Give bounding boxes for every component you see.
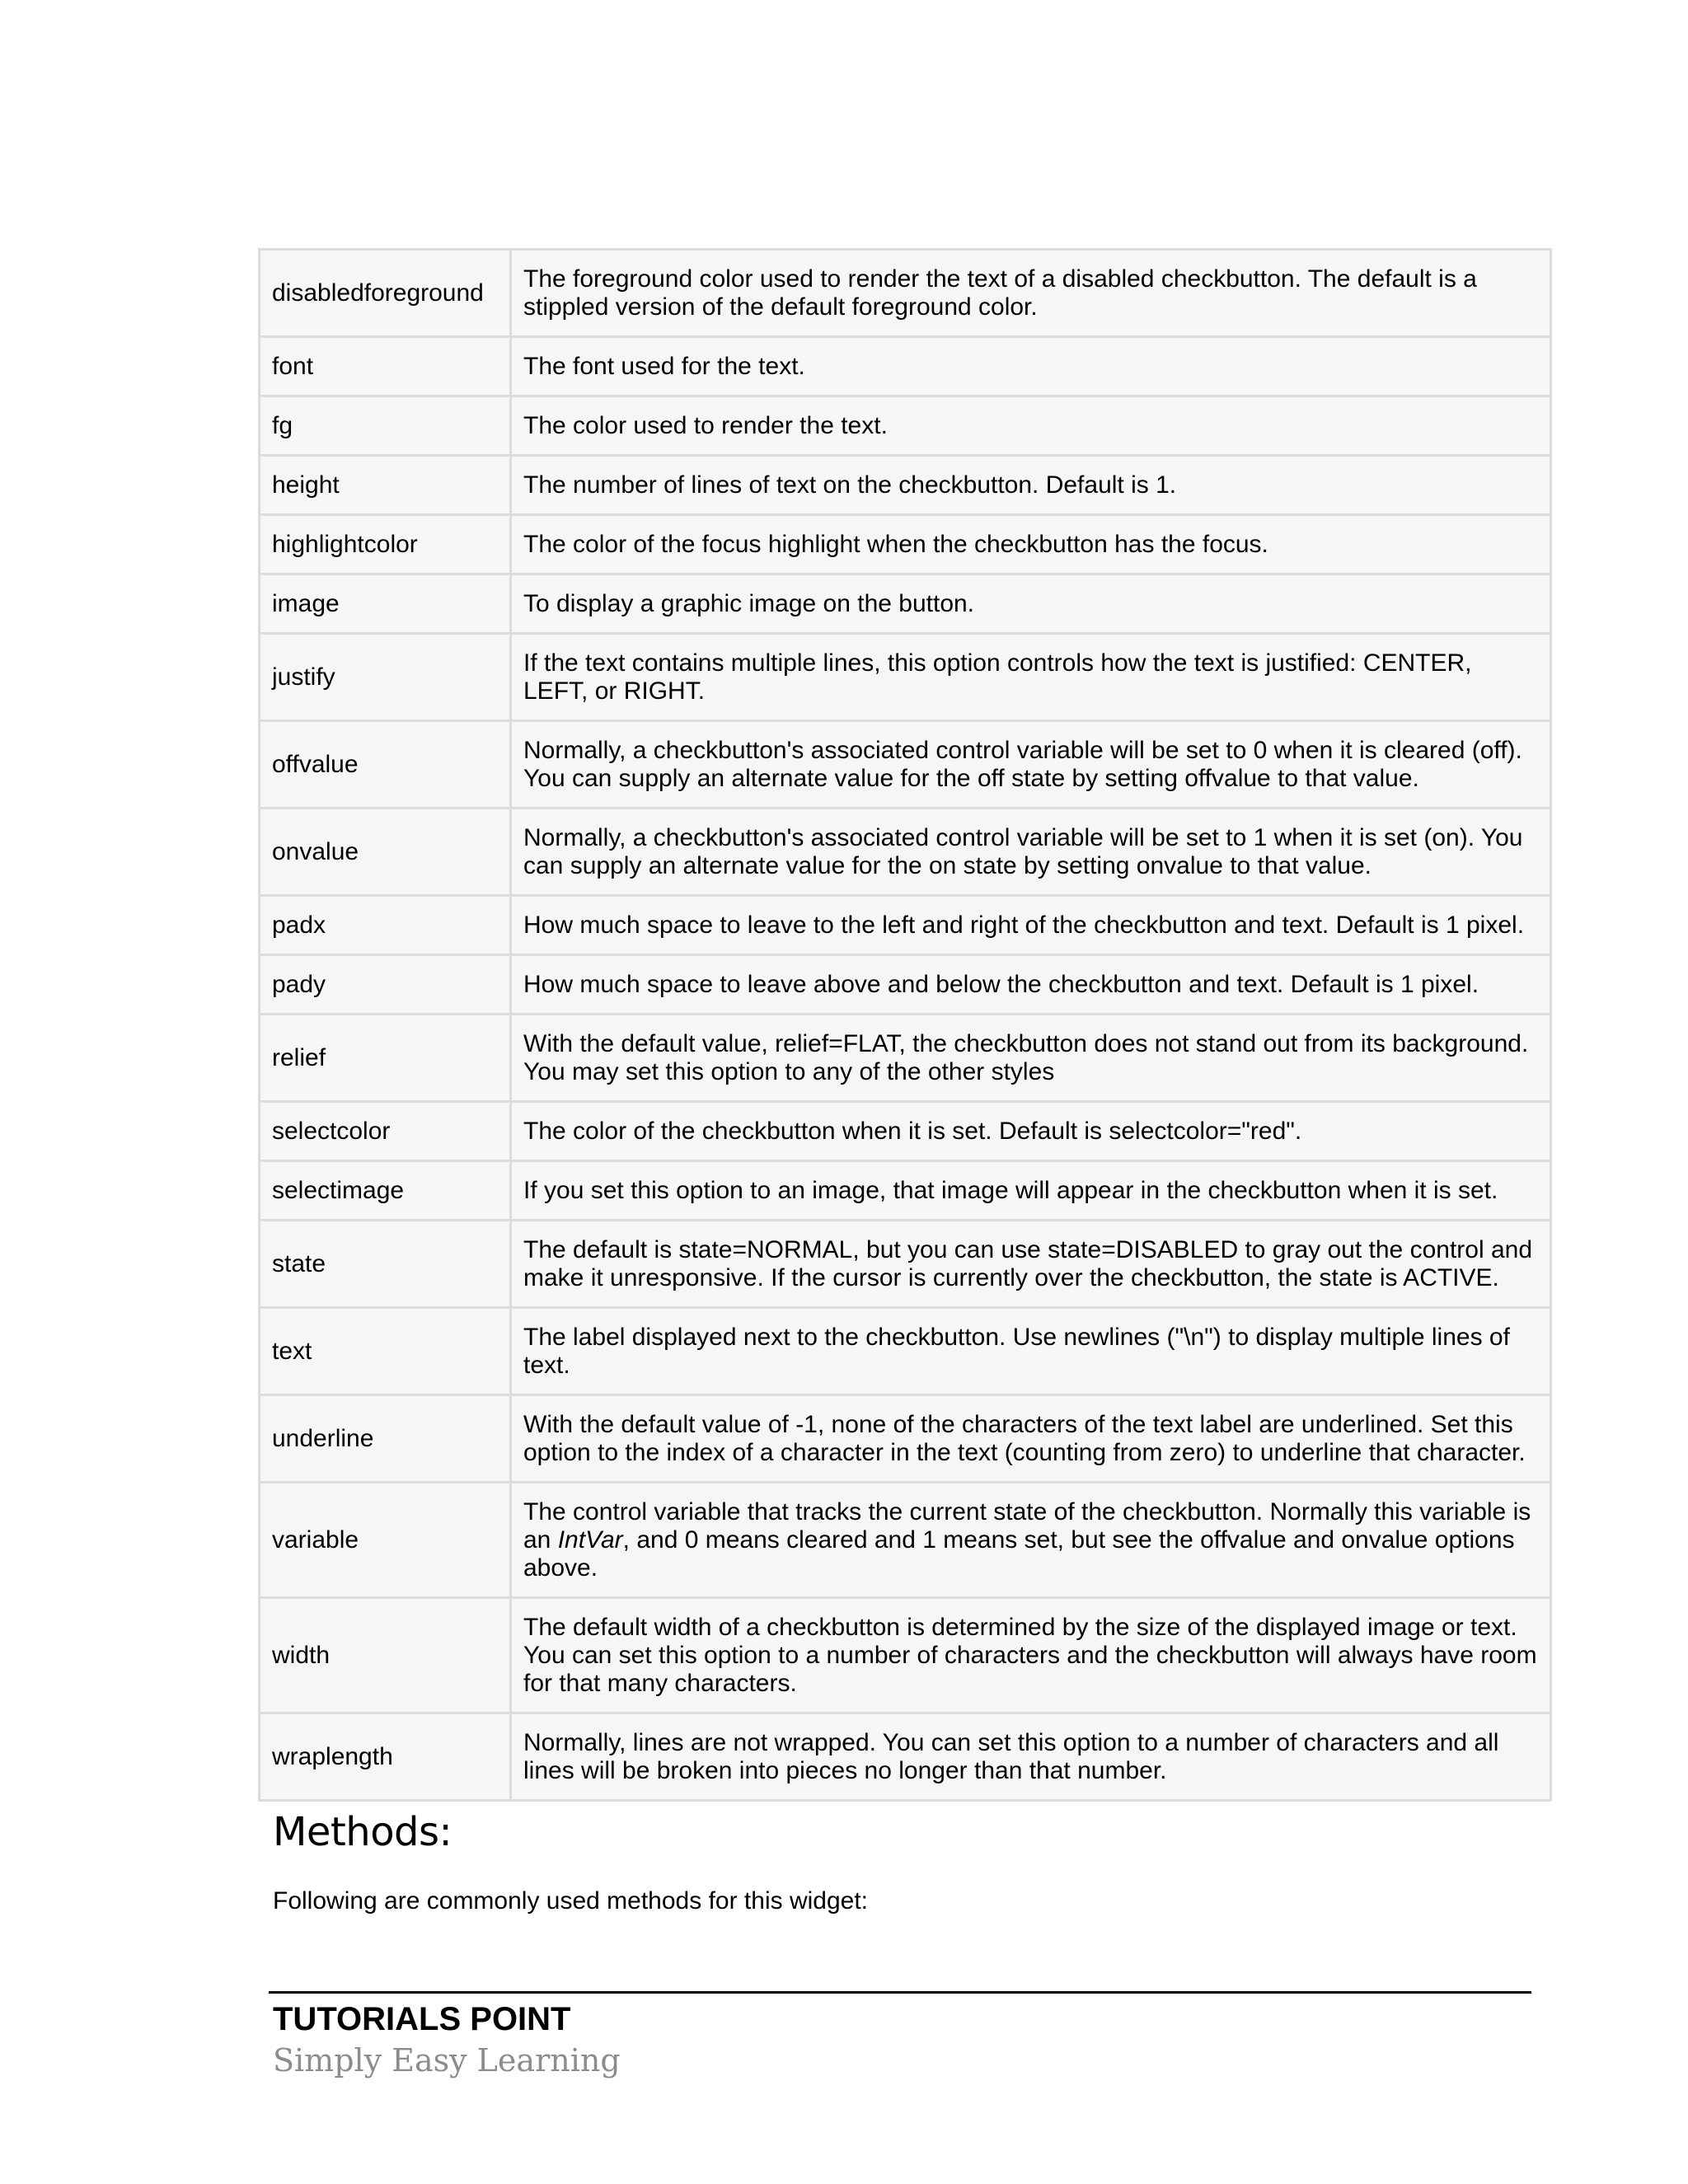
option-name: height bbox=[260, 456, 511, 515]
table-row bbox=[260, 1483, 1551, 1598]
option-name: highlightcolor bbox=[260, 515, 511, 574]
description-text: , and 0 means cleared and 1 means set, but see the offvalue and onvalue options above. bbox=[523, 1526, 1515, 1582]
option-name: fg bbox=[260, 396, 511, 456]
table-row bbox=[260, 1395, 1551, 1483]
option-name: font bbox=[260, 337, 511, 396]
option-description: The color used to render the text. bbox=[511, 396, 1551, 456]
option-description: The number of lines of text on the checkbutton. Default is 1. bbox=[511, 456, 1551, 515]
footer-divider bbox=[269, 1991, 1531, 1994]
option-name: text bbox=[260, 1308, 511, 1395]
option-name: image bbox=[260, 574, 511, 634]
option-description: The font used for the text. bbox=[511, 337, 1551, 396]
table-row bbox=[260, 634, 1551, 721]
table-row bbox=[260, 574, 1551, 634]
option-name: relief bbox=[260, 1015, 511, 1102]
footer-tagline: Simply Easy Learning bbox=[273, 2042, 621, 2079]
methods-heading: Methods: bbox=[273, 1809, 452, 1855]
table-row bbox=[260, 721, 1551, 808]
option-description: To display a graphic image on the button. bbox=[511, 574, 1551, 634]
option-name: state bbox=[260, 1221, 511, 1308]
table-row bbox=[260, 1713, 1551, 1801]
option-description: How much space to leave above and below the checkbutton and text. Default is 1 pixel. bbox=[511, 955, 1551, 1015]
option-description: The default width of a checkbutton is determined by the size of the displayed image or text. You can set this option to a number of characters and the checkbutton will always have room for that many characters. bbox=[511, 1598, 1551, 1713]
table-row bbox=[260, 1598, 1551, 1713]
intvar-emphasis: IntVar bbox=[557, 1526, 623, 1554]
option-name: disabledforeground bbox=[260, 250, 511, 337]
option-name: offvalue bbox=[260, 721, 511, 808]
option-name: pady bbox=[260, 955, 511, 1015]
table-row bbox=[260, 1015, 1551, 1102]
option-name: wraplength bbox=[260, 1713, 511, 1801]
option-description: Normally, a checkbutton's associated control variable will be set to 0 when it is cleared (off). You can supply an alternate value for the off state by setting offvalue to that value. bbox=[511, 721, 1551, 808]
table-row bbox=[260, 896, 1551, 955]
option-name: onvalue bbox=[260, 808, 511, 896]
option-name: variable bbox=[260, 1483, 511, 1598]
option-description: The label displayed next to the checkbutton. Use newlines ("\n") to display multiple lines of text. bbox=[511, 1308, 1551, 1395]
footer-brand: TUTORIALS POINT bbox=[273, 2001, 571, 2037]
option-description: If the text contains multiple lines, this option controls how the text is justified: CENTER, LEFT, or RIGHT. bbox=[511, 634, 1551, 721]
option-name: padx bbox=[260, 896, 511, 955]
table-row bbox=[260, 250, 1551, 337]
option-name: underline bbox=[260, 1395, 511, 1483]
option-description: How much space to leave to the left and right of the checkbutton and text. Default is 1 pixel. bbox=[511, 896, 1551, 955]
option-name: width bbox=[260, 1598, 511, 1713]
option-name: justify bbox=[260, 634, 511, 721]
option-description: Normally, a checkbutton's associated control variable will be set to 1 when it is set (on). You can supply an alternate value for the on state by setting onvalue to that value. bbox=[511, 808, 1551, 896]
table-row bbox=[260, 808, 1551, 896]
table-row bbox=[260, 955, 1551, 1015]
table-row bbox=[260, 396, 1551, 456]
option-description: If you set this option to an image, that image will appear in the checkbutton when it is set. bbox=[511, 1161, 1551, 1221]
option-description: With the default value, relief=FLAT, the checkbutton does not stand out from its background. You may set this option to any of the other styles bbox=[511, 1015, 1551, 1102]
options-table bbox=[258, 248, 1552, 1802]
description-text: The control variable that tracks the current state of the checkbutton. Normally this variable is an bbox=[523, 1497, 1531, 1554]
option-description bbox=[511, 1483, 1551, 1598]
option-description: With the default value of -1, none of the characters of the text label are underlined. Set this option to the index of a character in the text (counting from zero) to underline that character. bbox=[511, 1395, 1551, 1483]
table-row bbox=[260, 1308, 1551, 1395]
option-description: The color of the focus highlight when the checkbutton has the focus. bbox=[511, 515, 1551, 574]
option-description: The default is state=NORMAL, but you can use state=DISABLED to gray out the control and make it unresponsive. If the cursor is currently over the checkbutton, the state is ACTIVE. bbox=[511, 1221, 1551, 1308]
table-row bbox=[260, 515, 1551, 574]
option-description: Normally, lines are not wrapped. You can set this option to a number of characters and all lines will be broken into pieces no longer than that number. bbox=[511, 1713, 1551, 1801]
methods-intro: Following are commonly used methods for this widget: bbox=[273, 1887, 868, 1915]
table-row bbox=[260, 1161, 1551, 1221]
option-name: selectcolor bbox=[260, 1102, 511, 1161]
table-row bbox=[260, 337, 1551, 396]
option-name: selectimage bbox=[260, 1161, 511, 1221]
table-row bbox=[260, 1102, 1551, 1161]
table-row bbox=[260, 456, 1551, 515]
option-description: The foreground color used to render the text of a disabled checkbutton. The default is a stippled version of the default foreground color. bbox=[511, 250, 1551, 337]
option-description: The color of the checkbutton when it is set. Default is selectcolor="red". bbox=[511, 1102, 1551, 1161]
table-row bbox=[260, 1221, 1551, 1308]
